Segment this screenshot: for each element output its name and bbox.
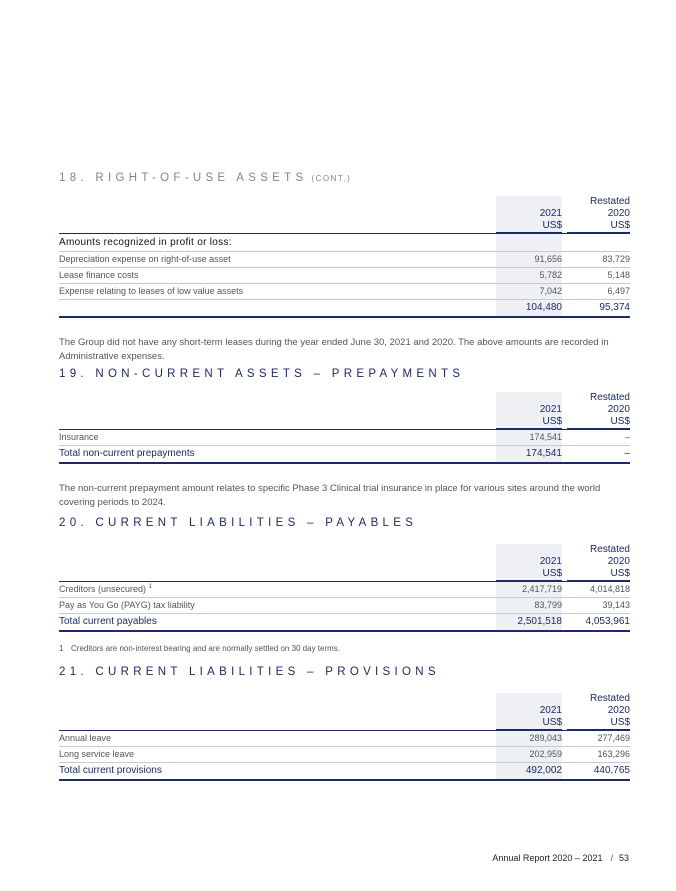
row-label: Pay as You Go (PAYG) tax liability: [59, 598, 496, 614]
footer-report-title: Annual Report 2020 – 2021: [492, 853, 603, 863]
row-value-2020: 4,014,818: [567, 581, 630, 598]
row-value-2021: 2,417,719: [496, 581, 562, 598]
row-label: [59, 581, 496, 598]
note-18-paragraph: The Group did not have any short-term leases during the year ended June 30, 2021 and 2020. The above amounts are recorded in Administrative expenses.: [59, 337, 609, 362]
table-row: [59, 730, 630, 747]
row-value-2021: 202,959: [496, 747, 562, 763]
note-20-footnote: [59, 644, 630, 653]
col-header-year-2021: 2021: [496, 705, 562, 717]
row-label: Annual leave: [59, 730, 496, 747]
row-value-2020: –: [567, 429, 630, 446]
table-row: [59, 284, 630, 300]
row-value-2020: 39,143: [567, 598, 630, 614]
total-value-2021: 174,541: [496, 446, 562, 464]
table-row: [59, 268, 630, 284]
footer-separator: /: [610, 853, 613, 863]
col-header-unit-2020: US$: [567, 220, 630, 233]
col-header-unit-2021: US$: [496, 220, 562, 233]
total-value-2020: 440,765: [567, 763, 630, 781]
col-header-restated: Restated: [589, 693, 630, 704]
total-value-2020: –: [567, 446, 630, 464]
total-value-2020: 95,374: [567, 300, 630, 318]
col-header-year-2021: 2021: [496, 556, 562, 568]
note-19-table: [59, 392, 630, 464]
total-label: Total current payables: [59, 614, 496, 632]
row-value-2021: 5,782: [496, 268, 562, 284]
col-header-year-2020: 2020: [607, 556, 630, 567]
total-value-2020: 4,053,961: [567, 614, 630, 632]
row-label: Depreciation expense on right-of-use asset: [59, 252, 496, 268]
row-value-2021: 289,043: [496, 730, 562, 747]
note-21-heading: 21. CURRENT LIABILITIES – PROVISIONS: [59, 666, 440, 678]
footnote-text: Creditors are non-interest bearing and are normally settled on 30 day terms.: [71, 644, 341, 653]
total-label: [59, 300, 496, 318]
row-label: Long service leave: [59, 747, 496, 763]
col-header-unit-2020: US$: [567, 717, 630, 730]
total-row: [59, 763, 630, 781]
col-header-year-2020: 2020: [607, 404, 630, 415]
row-value-2020: 5,148: [567, 268, 630, 284]
row-label: Insurance: [59, 429, 496, 446]
col-header-year-2020: 2020: [607, 705, 630, 716]
note-21-section: [59, 665, 630, 781]
col-header-unit-2021: US$: [496, 717, 562, 730]
col-header-year-2021: 2021: [496, 404, 562, 416]
table-row: [59, 581, 630, 598]
note-18-table: [59, 196, 630, 318]
col-header-restated: Restated: [589, 544, 630, 555]
col-header-unit-2020: US$: [567, 568, 630, 581]
note-20-table: [59, 544, 630, 632]
total-row: [59, 300, 630, 318]
total-value-2021: 2,501,518: [496, 614, 562, 632]
row-value-2021: 7,042: [496, 284, 562, 300]
table-row: [59, 252, 630, 268]
table-subheading: Amounts recognized in profit or loss:: [59, 233, 496, 252]
table-row: [59, 429, 630, 446]
row-value-2020: 6,497: [567, 284, 630, 300]
table-row: [59, 747, 630, 763]
footnote-number: 1: [59, 644, 64, 653]
note-18-section: [59, 171, 630, 364]
row-label: Lease finance costs: [59, 268, 496, 284]
row-label-text: Creditors (unsecured): [59, 583, 147, 594]
total-row: [59, 446, 630, 464]
note-20-section: [59, 516, 630, 653]
col-header-unit-2021: US$: [496, 416, 562, 429]
note-18-heading-suffix: (CONT.): [311, 174, 352, 183]
total-value-2021: 492,002: [496, 763, 562, 781]
row-value-2021: 174,541: [496, 429, 562, 446]
col-header-unit-2020: US$: [567, 416, 630, 429]
row-value-2020: 83,729: [567, 252, 630, 268]
row-value-2021: 83,799: [496, 598, 562, 614]
row-value-2020: 163,296: [567, 747, 630, 763]
table-row: [59, 598, 630, 614]
note-18-heading-text: 18. RIGHT-OF-USE ASSETS: [59, 172, 308, 184]
col-header-year-2021: 2021: [496, 208, 562, 220]
note-19-heading: 19. NON-CURRENT ASSETS – PREPAYMENTS: [59, 368, 465, 380]
total-value-2021: 104,480: [496, 300, 562, 318]
note-19-section: [59, 367, 630, 510]
page-number: 53: [618, 853, 629, 863]
footnote-ref: 1: [148, 583, 152, 590]
note-20-heading: 20. CURRENT LIABILITIES – PAYABLES: [59, 517, 418, 529]
row-value-2021: 91,656: [496, 252, 562, 268]
note-21-table: [59, 693, 630, 781]
col-header-year-2020: 2020: [607, 208, 630, 219]
note-18-heading: [59, 171, 630, 185]
total-label: Total non-current prepayments: [59, 446, 496, 464]
col-header-restated: Restated: [589, 196, 630, 207]
col-header-unit-2021: US$: [496, 568, 562, 581]
page-footer: [492, 853, 629, 863]
col-header-restated: Restated: [589, 392, 630, 403]
total-row: [59, 614, 630, 632]
note-19-paragraph: The non-current prepayment amount relates to specific Phase 3 Clinical trial insurance in place for various sites around the world covering periods to 2024.: [59, 483, 601, 508]
total-label: Total current provisions: [59, 763, 496, 781]
row-label: Expense relating to leases of low value assets: [59, 284, 496, 300]
row-value-2020: 277,469: [567, 730, 630, 747]
